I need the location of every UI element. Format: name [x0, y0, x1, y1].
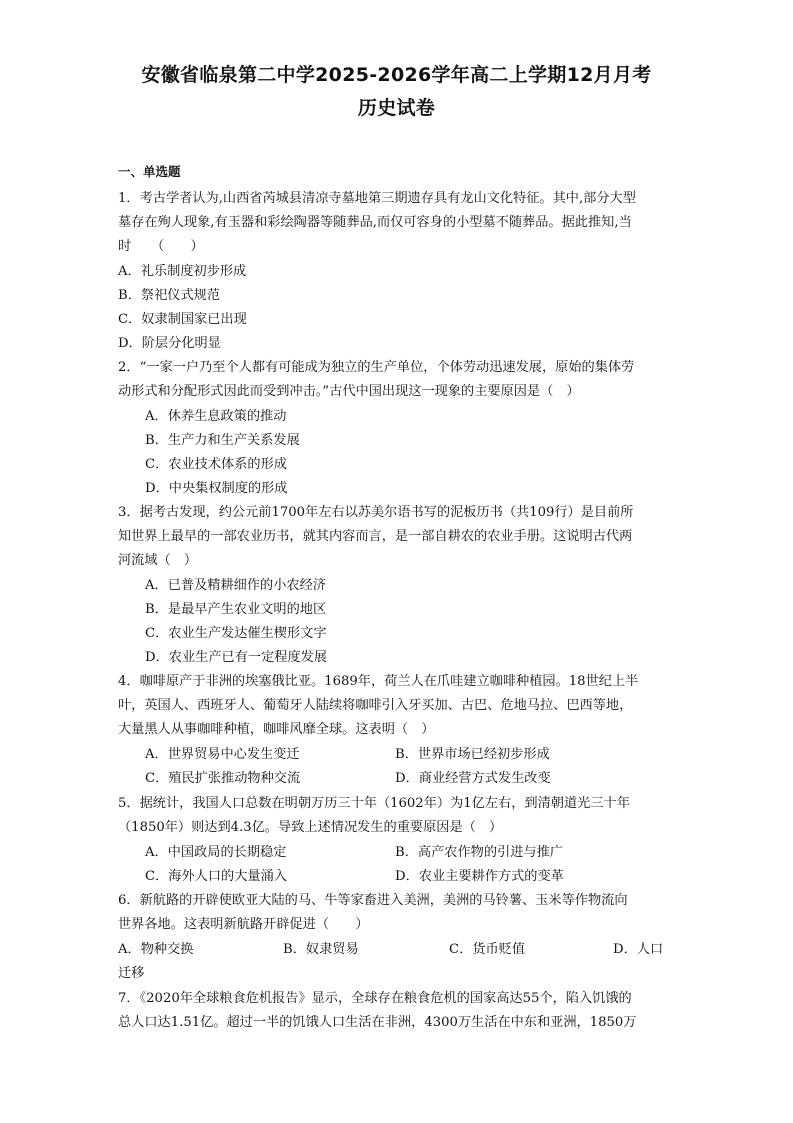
question-4-option-d[interactable]: D．商业经营方式发生改变	[395, 771, 551, 786]
question-7-stem-line: 总人口达1.51亿。超过一半的饥饿人口生活在非洲，4300万生活在中东和亚洲，1850万	[118, 1015, 637, 1030]
question-5-stem-line: 5．据统计，我国人口总数在明朝万历三十年（1602年）为1亿左右，到清朝道光三十年	[118, 796, 630, 811]
question-4-option-a[interactable]: A．世界贸易中心发生变迁	[145, 747, 300, 762]
question-2-stem-line: 2．“一家一户乃至个人都有可能成为独立的生产单位，个体劳动迅速发展，原始的集体劳	[118, 360, 635, 375]
question-5-option-c[interactable]: C．海外人口的大量涌入	[145, 869, 287, 884]
question-3-option-d[interactable]: D．农业生产已有一定程度发展	[145, 650, 328, 665]
question-2-option-c[interactable]: C．农业技术体系的形成	[145, 457, 287, 472]
exam-title-line-2: 历史试卷	[357, 97, 436, 119]
question-3-option-c[interactable]: C．农业生产发达催生楔形文字	[145, 626, 327, 641]
question-6-stem-line: 6．新航路的开辟使欧亚大陆的马、牛等家畜进入美洲，美洲的马铃薯、玉米等作物流向	[118, 893, 628, 908]
question-5-option-b[interactable]: B．高产农作物的引进与推广	[395, 845, 563, 860]
question-6-option-b[interactable]: B．奴隶贸易	[283, 942, 359, 957]
question-1-option-d[interactable]: D．阶层分化明显	[118, 336, 221, 351]
question-1-stem-line: 墓存在殉人现象,有玉器和彩绘陶器等随葬品,而仅可容身的小型墓不随葬品。据此推知,当	[118, 215, 632, 230]
question-3-stem-line: 知世界上最早的一部农业历书，就其内容而言，是一部自耕农的农业手册。这说明古代两	[118, 529, 633, 544]
question-2-option-d[interactable]: D．中央集权制度的形成	[145, 481, 288, 496]
question-1-stem-line: 1．考古学者认为,山西省芮城县清凉寺墓地第三期遗存具有龙山文化特征。其中,部分大型	[118, 191, 636, 206]
question-7-stem-line: 7．《2020年全球粮食危机报告》显示，全球存在粮食危机的国家高达55个，陷入饥饿的	[118, 991, 632, 1006]
question-5-stem-line: （1850年）则达到4.3亿。导致上述情况发生的重要原因是（ ）	[118, 820, 503, 835]
question-5-option-d[interactable]: D．农业主要耕作方式的变革	[395, 869, 564, 884]
question-2-option-a[interactable]: A．休养生息政策的推动	[145, 409, 287, 424]
question-3-option-b[interactable]: B．是最早产生农业文明的地区	[145, 602, 327, 617]
question-1-stem-line: 时 （ ）	[118, 239, 204, 254]
question-4-option-c[interactable]: C．殖民扩张推动物种交流	[145, 771, 301, 786]
question-4-stem-line: 4．咖啡原产于非洲的埃塞俄比亚。1689年，荷兰人在爪哇建立咖啡种植园。18世纪上半	[118, 674, 639, 689]
question-1-option-a[interactable]: A．礼乐制度初步形成	[118, 264, 247, 279]
question-4-stem-line: 叶，英国人、西班牙人、葡萄牙人陆续将咖啡引入牙买加、古巴、危地马拉、巴西等地，	[118, 698, 633, 713]
question-2-stem-line: 动形式和分配形式因此而受到冲击。”古代中国出现这一现象的主要原因是（ ）	[118, 384, 580, 399]
question-1-option-b[interactable]: B．祭祀仪式规范	[118, 288, 221, 303]
question-4-option-b[interactable]: B．世界市场已经初步形成	[395, 747, 550, 762]
question-6-option-d-continued[interactable]: 迁移	[118, 966, 145, 981]
question-6-option-c[interactable]: C．货币贬值	[449, 942, 526, 957]
section-heading: 一、单选题	[118, 164, 181, 179]
question-6-option-d[interactable]: D．人口	[613, 942, 664, 957]
question-6-stem-line: 世界各地。这表明新航路开辟促进（ ）	[118, 917, 369, 932]
question-3-option-a[interactable]: A．已普及精耕细作的小农经济	[145, 578, 326, 593]
question-2-option-b[interactable]: B．生产力和生产关系发展	[145, 433, 300, 448]
exam-title-line-1: 安徽省临泉第二中学2025-2026学年高二上学期12月月考	[141, 64, 652, 86]
question-5-option-a[interactable]: A．中国政局的长期稳定	[145, 845, 287, 860]
question-3-stem-line: 3．据考古发现，约公元前1700年左右以苏美尔语书写的泥板历书（共109行）是目前所	[118, 505, 634, 520]
question-1-option-c[interactable]: C．奴隶制国家已出现	[118, 312, 247, 327]
question-6-option-a[interactable]: A．物种交换	[118, 942, 194, 957]
question-4-stem-line: 大量黑人从事咖啡种植，咖啡风靡全球。这表明（ ）	[118, 722, 435, 737]
question-3-stem-line: 河流域（ ）	[118, 553, 198, 568]
